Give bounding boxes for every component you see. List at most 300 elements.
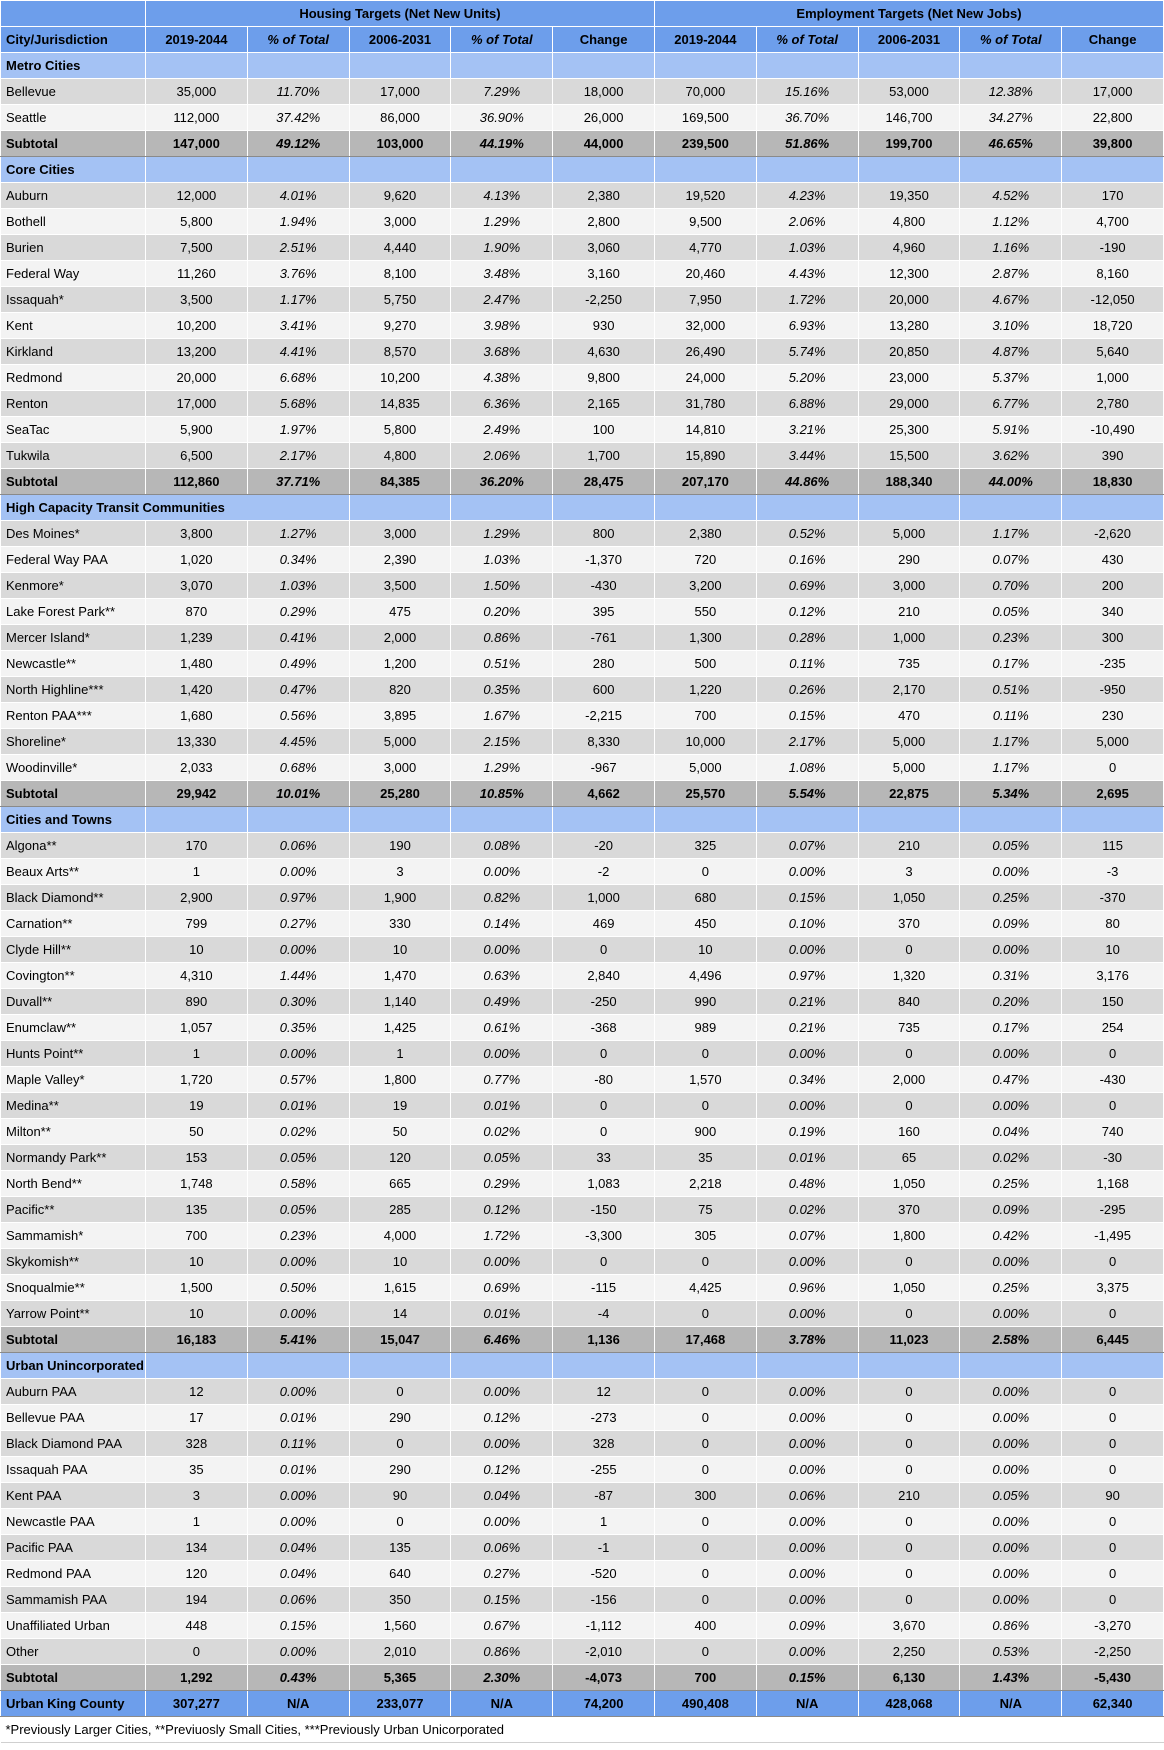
value-cell: N/A — [756, 1691, 858, 1717]
table-row — [1, 1171, 1164, 1197]
value-cell: 1.94% — [247, 209, 349, 235]
value-cell: 3.68% — [451, 339, 553, 365]
value-cell: 0.49% — [451, 989, 553, 1015]
value-cell: 12,300 — [858, 261, 960, 287]
value-cell: -1,370 — [553, 547, 655, 573]
section-empty-cell — [451, 807, 553, 833]
value-cell: -950 — [1062, 677, 1164, 703]
value-cell: 0.02% — [756, 1197, 858, 1223]
value-cell: 6.68% — [247, 365, 349, 391]
jurisdiction-label: Bellevue — [1, 79, 146, 105]
value-cell: 1.50% — [451, 573, 553, 599]
value-cell: 74,200 — [553, 1691, 655, 1717]
value-cell: 0 — [858, 1249, 960, 1275]
value-cell: 0.02% — [451, 1119, 553, 1145]
section-empty-cell — [756, 53, 858, 79]
section-empty-cell — [858, 495, 960, 521]
value-cell: 0 — [858, 1561, 960, 1587]
value-cell: 0.27% — [451, 1561, 553, 1587]
value-cell: 8,330 — [553, 729, 655, 755]
value-cell: 0.42% — [960, 1223, 1062, 1249]
value-cell: 0.63% — [451, 963, 553, 989]
jurisdiction-label: Subtotal — [1, 469, 146, 495]
value-cell: 2,380 — [553, 183, 655, 209]
value-cell: 5,000 — [858, 729, 960, 755]
value-cell: 17,000 — [349, 79, 451, 105]
value-cell: 0 — [654, 1535, 756, 1561]
jurisdiction-label: Tukwila — [1, 443, 146, 469]
value-cell: 0.12% — [756, 599, 858, 625]
value-cell: 1.97% — [247, 417, 349, 443]
section-empty-cell — [1062, 807, 1164, 833]
section-header-row — [1, 157, 1164, 183]
value-cell: 70,000 — [654, 79, 756, 105]
value-cell: 1.29% — [451, 755, 553, 781]
value-cell: 448 — [146, 1613, 248, 1639]
value-cell: 1.72% — [451, 1223, 553, 1249]
value-cell: 900 — [654, 1119, 756, 1145]
value-cell: 210 — [858, 1483, 960, 1509]
value-cell: 0 — [858, 1509, 960, 1535]
value-cell: 0.56% — [247, 703, 349, 729]
value-cell: 0 — [858, 1457, 960, 1483]
value-cell: 0 — [1062, 1405, 1164, 1431]
value-cell: 1,200 — [349, 651, 451, 677]
total-row — [1, 1691, 1164, 1717]
value-cell: 35 — [146, 1457, 248, 1483]
value-cell: 230 — [1062, 703, 1164, 729]
value-cell: 0.25% — [960, 885, 1062, 911]
value-cell: 370 — [858, 911, 960, 937]
value-cell: 36.90% — [451, 105, 553, 131]
value-cell: 0.00% — [960, 1509, 1062, 1535]
table-row — [1, 599, 1164, 625]
section-empty-cell — [553, 807, 655, 833]
value-cell: 3.10% — [960, 313, 1062, 339]
jurisdiction-label: Renton PAA*** — [1, 703, 146, 729]
table-row — [1, 755, 1164, 781]
value-cell: 0.57% — [247, 1067, 349, 1093]
value-cell: 20,000 — [858, 287, 960, 313]
value-cell: 24,000 — [654, 365, 756, 391]
value-cell: 7,950 — [654, 287, 756, 313]
value-cell: 0.12% — [451, 1197, 553, 1223]
jurisdiction-label: SeaTac — [1, 417, 146, 443]
value-cell: 19 — [146, 1093, 248, 1119]
value-cell: 6.88% — [756, 391, 858, 417]
table-row — [1, 1093, 1164, 1119]
table-row — [1, 287, 1164, 313]
value-cell: 18,000 — [553, 79, 655, 105]
jurisdiction-label: Federal Way PAA — [1, 547, 146, 573]
jurisdiction-label: Normandy Park** — [1, 1145, 146, 1171]
value-cell: 890 — [146, 989, 248, 1015]
value-cell: 1,300 — [654, 625, 756, 651]
jurisdiction-label: Seattle — [1, 105, 146, 131]
value-cell: 340 — [1062, 599, 1164, 625]
value-cell: -235 — [1062, 651, 1164, 677]
value-cell: 0 — [654, 1249, 756, 1275]
value-cell: 0.58% — [247, 1171, 349, 1197]
value-cell: 0.01% — [247, 1093, 349, 1119]
value-cell: 0 — [146, 1639, 248, 1665]
value-cell: 2.51% — [247, 235, 349, 261]
jurisdiction-label: Mercer Island* — [1, 625, 146, 651]
value-cell: 0.00% — [247, 1249, 349, 1275]
value-cell: 11.70% — [247, 79, 349, 105]
value-cell: 390 — [1062, 443, 1164, 469]
table-row — [1, 1145, 1164, 1171]
column-header: Change — [553, 27, 655, 53]
section-empty-cell — [553, 157, 655, 183]
jurisdiction-label: Newcastle PAA — [1, 1509, 146, 1535]
value-cell: 0.00% — [756, 1405, 858, 1431]
value-cell: 0 — [1062, 1535, 1164, 1561]
value-cell: 3,200 — [654, 573, 756, 599]
value-cell: 3.62% — [960, 443, 1062, 469]
footnote-row — [1, 1717, 1164, 1743]
value-cell: 8,160 — [1062, 261, 1164, 287]
jurisdiction-label: Skykomish** — [1, 1249, 146, 1275]
value-cell: 0.86% — [451, 625, 553, 651]
value-cell: -2,250 — [553, 287, 655, 313]
value-cell: 1 — [553, 1509, 655, 1535]
value-cell: 0.20% — [451, 599, 553, 625]
value-cell: 1,292 — [146, 1665, 248, 1691]
value-cell: 1,239 — [146, 625, 248, 651]
value-cell: 1.16% — [960, 235, 1062, 261]
value-cell: 2,033 — [146, 755, 248, 781]
value-cell: 1.17% — [960, 729, 1062, 755]
value-cell: 0.05% — [247, 1145, 349, 1171]
value-cell: 1.17% — [960, 755, 1062, 781]
value-cell: 0.86% — [451, 1639, 553, 1665]
value-cell: 3,000 — [349, 755, 451, 781]
table-row — [1, 1509, 1164, 1535]
value-cell: 500 — [654, 651, 756, 677]
value-cell: -2,620 — [1062, 521, 1164, 547]
value-cell: 700 — [654, 1665, 756, 1691]
value-cell: 4.67% — [960, 287, 1062, 313]
value-cell: -2,250 — [1062, 1639, 1164, 1665]
value-cell: 0 — [654, 1509, 756, 1535]
value-cell: 0 — [1062, 1041, 1164, 1067]
section-empty-cell — [756, 807, 858, 833]
value-cell: 0.00% — [756, 1301, 858, 1327]
value-cell: 0.19% — [756, 1119, 858, 1145]
value-cell: 0.23% — [960, 625, 1062, 651]
value-cell: 720 — [654, 547, 756, 573]
jurisdiction-label: Sammamish PAA — [1, 1587, 146, 1613]
value-cell: 2,900 — [146, 885, 248, 911]
value-cell: 3,176 — [1062, 963, 1164, 989]
value-cell: 0.82% — [451, 885, 553, 911]
value-cell: 5.34% — [960, 781, 1062, 807]
value-cell: 3,500 — [349, 573, 451, 599]
value-cell: 15,890 — [654, 443, 756, 469]
value-cell: 5,000 — [654, 755, 756, 781]
value-cell: 3.44% — [756, 443, 858, 469]
section-empty-cell — [349, 1353, 451, 1379]
jurisdiction-label: Enumclaw** — [1, 1015, 146, 1041]
value-cell: 1.27% — [247, 521, 349, 547]
value-cell: -3,270 — [1062, 1613, 1164, 1639]
column-header: Change — [1062, 27, 1164, 53]
value-cell: 120 — [349, 1145, 451, 1171]
value-cell: -115 — [553, 1275, 655, 1301]
value-cell: 33 — [553, 1145, 655, 1171]
value-cell: 0.00% — [451, 937, 553, 963]
column-header: 2019-2044 — [146, 27, 248, 53]
table-row — [1, 1483, 1164, 1509]
value-cell: 3,375 — [1062, 1275, 1164, 1301]
value-cell: 4,000 — [349, 1223, 451, 1249]
value-cell: 0.06% — [756, 1483, 858, 1509]
value-cell: 0.00% — [247, 1509, 349, 1535]
section-empty-cell — [349, 157, 451, 183]
value-cell: 735 — [858, 1015, 960, 1041]
column-header: 2006-2031 — [349, 27, 451, 53]
value-cell: 3 — [858, 859, 960, 885]
value-cell: 0.00% — [960, 1561, 1062, 1587]
value-cell: 5,000 — [1062, 729, 1164, 755]
value-cell: 12.38% — [960, 79, 1062, 105]
value-cell: 39,800 — [1062, 131, 1164, 157]
value-cell: 5,900 — [146, 417, 248, 443]
section-empty-cell — [654, 1353, 756, 1379]
value-cell: 75 — [654, 1197, 756, 1223]
jurisdiction-label: Kirkland — [1, 339, 146, 365]
section-empty-cell — [247, 53, 349, 79]
value-cell: 0.05% — [960, 833, 1062, 859]
value-cell: -2,215 — [553, 703, 655, 729]
jurisdiction-label: Redmond PAA — [1, 1561, 146, 1587]
value-cell: -5,430 — [1062, 1665, 1164, 1691]
jurisdiction-label: Kenmore* — [1, 573, 146, 599]
value-cell: 305 — [654, 1223, 756, 1249]
value-cell: 290 — [349, 1405, 451, 1431]
section-empty-cell — [349, 807, 451, 833]
value-cell: 0 — [654, 1587, 756, 1613]
section-empty-cell — [960, 157, 1062, 183]
value-cell: 0.20% — [960, 989, 1062, 1015]
value-cell: 0.21% — [756, 1015, 858, 1041]
value-cell: 4.01% — [247, 183, 349, 209]
table-row — [1, 677, 1164, 703]
value-cell: 16,183 — [146, 1327, 248, 1353]
value-cell: 0.15% — [756, 885, 858, 911]
value-cell: 0.00% — [960, 1249, 1062, 1275]
value-cell: 0.00% — [247, 1379, 349, 1405]
value-cell: 0.97% — [247, 885, 349, 911]
section-empty-cell — [553, 495, 655, 521]
value-cell: 18,720 — [1062, 313, 1164, 339]
jurisdiction-label: Algona** — [1, 833, 146, 859]
value-cell: 2.87% — [960, 261, 1062, 287]
value-cell: 35 — [654, 1145, 756, 1171]
value-cell: 13,280 — [858, 313, 960, 339]
value-cell: 9,800 — [553, 365, 655, 391]
value-cell: 5.54% — [756, 781, 858, 807]
value-cell: 0 — [858, 1041, 960, 1067]
jurisdiction-label: North Highline*** — [1, 677, 146, 703]
value-cell: 134 — [146, 1535, 248, 1561]
section-empty-cell — [247, 1353, 349, 1379]
corner-cell — [1, 1, 146, 27]
section-empty-cell — [1062, 53, 1164, 79]
value-cell: 1,000 — [1062, 365, 1164, 391]
value-cell: 2,170 — [858, 677, 960, 703]
jurisdiction-label: Beaux Arts** — [1, 859, 146, 885]
jurisdiction-label: Renton — [1, 391, 146, 417]
value-cell: 3,895 — [349, 703, 451, 729]
value-cell: 2.58% — [960, 1327, 1062, 1353]
section-header-row — [1, 53, 1164, 79]
section-header-row — [1, 1353, 1164, 1379]
value-cell: 1,136 — [553, 1327, 655, 1353]
value-cell: 1,748 — [146, 1171, 248, 1197]
value-cell: 10,000 — [654, 729, 756, 755]
section-title: Cities and Towns — [1, 807, 146, 833]
value-cell: 307,277 — [146, 1691, 248, 1717]
value-cell: 2,780 — [1062, 391, 1164, 417]
value-cell: 0.00% — [247, 1483, 349, 1509]
value-cell: 0 — [1062, 1093, 1164, 1119]
value-cell: 4,770 — [654, 235, 756, 261]
value-cell: 0.50% — [247, 1275, 349, 1301]
value-cell: 29,000 — [858, 391, 960, 417]
value-cell: 50 — [146, 1119, 248, 1145]
value-cell: -520 — [553, 1561, 655, 1587]
value-cell: -10,490 — [1062, 417, 1164, 443]
value-cell: 3.78% — [756, 1327, 858, 1353]
table-row — [1, 703, 1164, 729]
jurisdiction-label: Burien — [1, 235, 146, 261]
section-empty-cell — [756, 1353, 858, 1379]
value-cell: 0.31% — [960, 963, 1062, 989]
value-cell: 490,408 — [654, 1691, 756, 1717]
section-empty-cell — [858, 53, 960, 79]
value-cell: 17,000 — [1062, 79, 1164, 105]
value-cell: 0 — [858, 1093, 960, 1119]
value-cell: 5,000 — [858, 755, 960, 781]
value-cell: 800 — [553, 521, 655, 547]
value-cell: 0.86% — [960, 1613, 1062, 1639]
table-row — [1, 859, 1164, 885]
value-cell: 3,000 — [349, 521, 451, 547]
section-empty-cell — [858, 1353, 960, 1379]
value-cell: -190 — [1062, 235, 1164, 261]
value-cell: 170 — [146, 833, 248, 859]
section-empty-cell — [146, 1353, 248, 1379]
value-cell: 0.01% — [756, 1145, 858, 1171]
value-cell: 0.25% — [960, 1171, 1062, 1197]
value-cell: 1,140 — [349, 989, 451, 1015]
value-cell: -368 — [553, 1015, 655, 1041]
value-cell: 0.01% — [451, 1301, 553, 1327]
value-cell: 5.41% — [247, 1327, 349, 1353]
value-cell: 25,570 — [654, 781, 756, 807]
value-cell: 14 — [349, 1301, 451, 1327]
value-cell: -761 — [553, 625, 655, 651]
value-cell: 120 — [146, 1561, 248, 1587]
jurisdiction-label: Snoqualmie** — [1, 1275, 146, 1301]
table-row — [1, 235, 1164, 261]
value-cell: 3,070 — [146, 573, 248, 599]
value-cell: 2,218 — [654, 1171, 756, 1197]
jurisdiction-label: Pacific** — [1, 1197, 146, 1223]
value-cell: 0 — [349, 1509, 451, 1535]
jurisdiction-label: Hunts Point** — [1, 1041, 146, 1067]
employment-group-header: Employment Targets (Net New Jobs) — [654, 1, 1163, 27]
table-row — [1, 1275, 1164, 1301]
value-cell: 5,365 — [349, 1665, 451, 1691]
value-cell: 4,496 — [654, 963, 756, 989]
value-cell: 210 — [858, 599, 960, 625]
value-cell: 1,480 — [146, 651, 248, 677]
section-empty-cell — [960, 495, 1062, 521]
value-cell: 0.04% — [247, 1535, 349, 1561]
value-cell: 3.76% — [247, 261, 349, 287]
jurisdiction-label: Milton** — [1, 1119, 146, 1145]
value-cell: 4,630 — [553, 339, 655, 365]
value-cell: 5.20% — [756, 365, 858, 391]
section-empty-cell — [654, 807, 756, 833]
value-cell: 0.02% — [247, 1119, 349, 1145]
value-cell: 0.00% — [756, 1457, 858, 1483]
value-cell: 115 — [1062, 833, 1164, 859]
value-cell: 170 — [1062, 183, 1164, 209]
value-cell: 20,460 — [654, 261, 756, 287]
value-cell: 0 — [654, 1093, 756, 1119]
table-row — [1, 833, 1164, 859]
value-cell: 22,875 — [858, 781, 960, 807]
value-cell: -2,010 — [553, 1639, 655, 1665]
value-cell: 0.07% — [960, 547, 1062, 573]
value-cell: -370 — [1062, 885, 1164, 911]
section-empty-cell — [1062, 157, 1164, 183]
value-cell: 0.07% — [756, 1223, 858, 1249]
value-cell: 0.11% — [756, 651, 858, 677]
value-cell: 17,000 — [146, 391, 248, 417]
value-cell: 290 — [858, 547, 960, 573]
value-cell: 0.97% — [756, 963, 858, 989]
value-cell: 0.15% — [247, 1613, 349, 1639]
value-cell: 0.04% — [451, 1483, 553, 1509]
jurisdiction-label: Yarrow Point** — [1, 1301, 146, 1327]
value-cell: 0 — [654, 1561, 756, 1587]
value-cell: 0 — [553, 1093, 655, 1119]
value-cell: 0.25% — [960, 1275, 1062, 1301]
value-cell: 3,500 — [146, 287, 248, 313]
section-title: Urban Unincorporated — [1, 1353, 146, 1379]
value-cell: 150 — [1062, 989, 1164, 1015]
value-cell: 600 — [553, 677, 655, 703]
subtotal-row — [1, 469, 1164, 495]
value-cell: 1,900 — [349, 885, 451, 911]
value-cell: 0.00% — [247, 1041, 349, 1067]
value-cell: 5,800 — [349, 417, 451, 443]
value-cell: 0.01% — [247, 1457, 349, 1483]
value-cell: 239,500 — [654, 131, 756, 157]
value-cell: 3,160 — [553, 261, 655, 287]
value-cell: 840 — [858, 989, 960, 1015]
section-empty-cell — [146, 807, 248, 833]
value-cell: 820 — [349, 677, 451, 703]
value-cell: 325 — [654, 833, 756, 859]
jurisdiction-label: Bellevue PAA — [1, 1405, 146, 1431]
value-cell: 2.17% — [247, 443, 349, 469]
